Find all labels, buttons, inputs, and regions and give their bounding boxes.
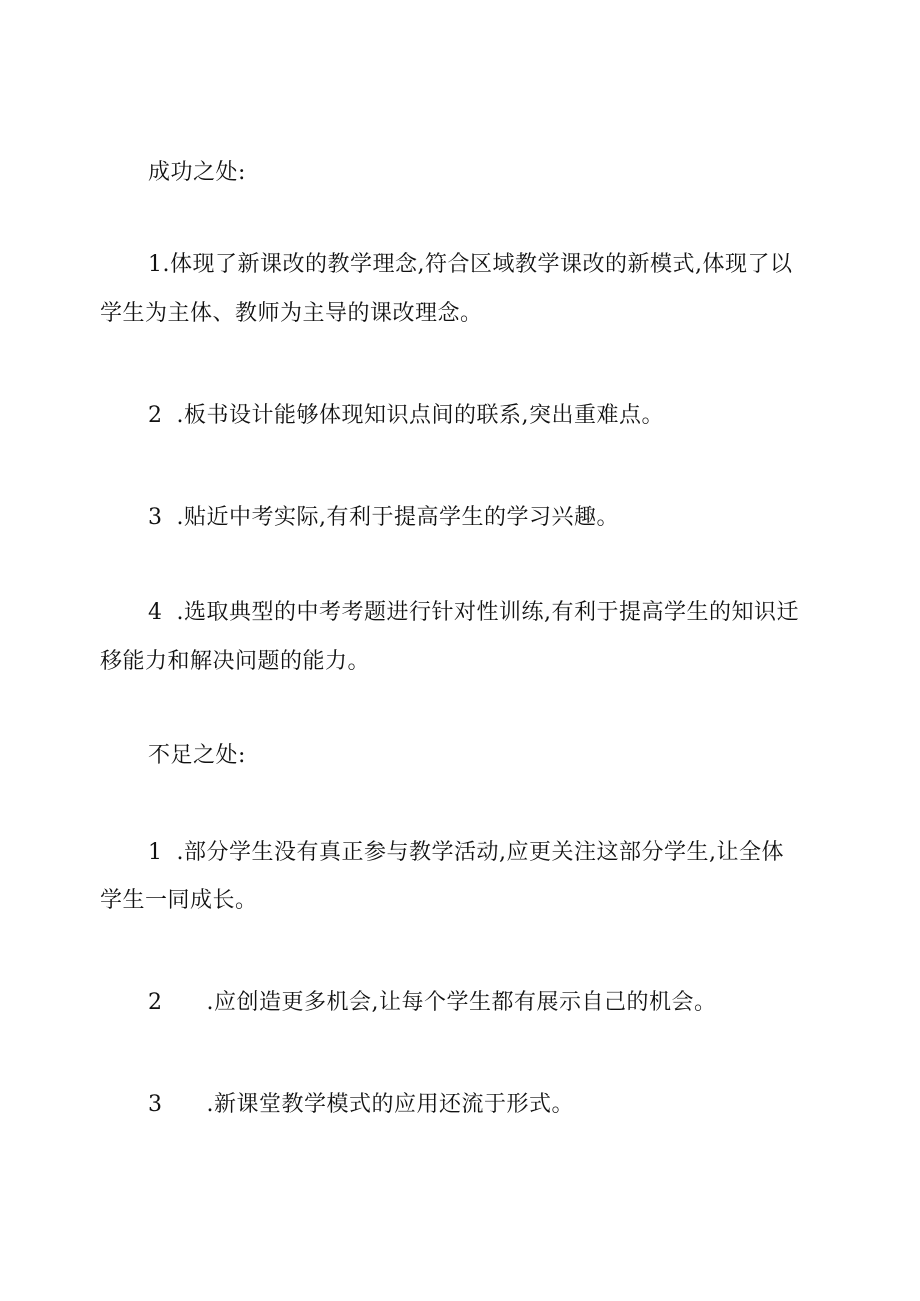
item-number: 3 <box>148 505 163 530</box>
deficiency-item-1-line-1 <box>148 830 878 876</box>
item-text: .应创造更多机会,让每个学生都有展示自己的机会。 <box>206 990 717 1015</box>
success-item-3 <box>148 495 878 541</box>
success-item-2 <box>148 393 878 439</box>
item-number: 2 <box>148 403 163 428</box>
item-number: 3 <box>148 1092 163 1117</box>
item-text: .板书设计能够体现知识点间的联系,突出重难点。 <box>176 403 664 428</box>
success-item-1-line-1: 1.体现了新课改的教学理念,符合区域教学课改的新模式,体现了以 <box>148 252 793 277</box>
item-text: .部分学生没有真正参与教学活动,应更关注这部分学生,让全体 <box>176 840 784 865</box>
deficiency-item-3 <box>148 1082 878 1128</box>
item-number: 2 <box>148 990 163 1015</box>
item-text: .贴近中考实际,有利于提高学生的学习兴趣。 <box>176 505 619 530</box>
deficiency-item-1-line-2: 学生一同成长。 <box>100 888 258 913</box>
item-text: .选取典型的中考考题进行针对性训练,有利于提高学生的知识迁 <box>176 600 799 625</box>
item-number: 1 <box>148 840 163 865</box>
deficiency-item-2 <box>148 980 878 1026</box>
item-text: .新课堂教学模式的应用还流于形式。 <box>206 1092 574 1117</box>
success-heading: 成功之处: <box>148 160 246 185</box>
success-item-1-line-2: 学生为主体、教师为主导的课改理念。 <box>100 301 483 326</box>
success-item-4-line-2: 移能力和解决问题的能力。 <box>100 649 371 674</box>
item-number: 4 <box>148 600 163 625</box>
success-item-4-line-1 <box>148 590 878 636</box>
deficiency-heading: 不足之处: <box>148 743 246 768</box>
